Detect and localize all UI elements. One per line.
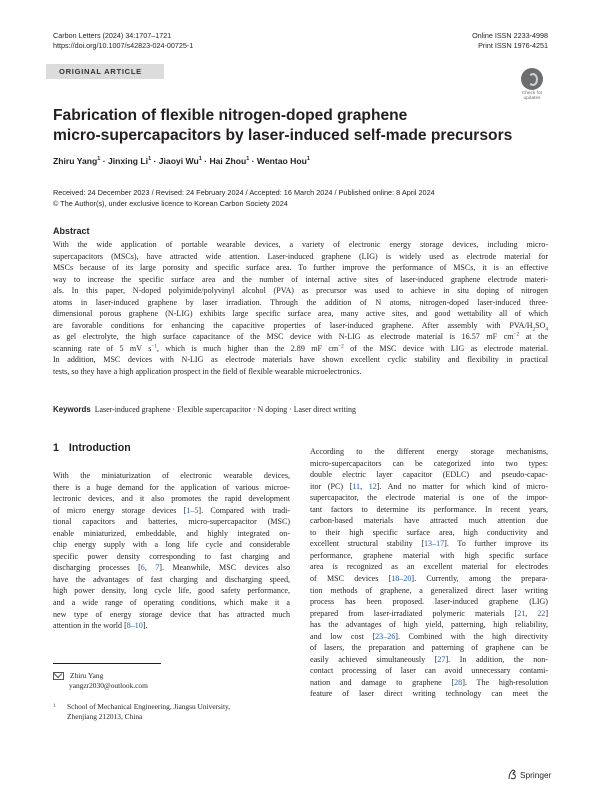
check-updates-icon bbox=[521, 68, 543, 90]
body-text: ]. To further improve its bbox=[444, 539, 548, 549]
body-text: micro-supercapacitors can be categorized into two types: bbox=[310, 458, 548, 468]
author-name[interactable]: Jinxing Li bbox=[107, 156, 149, 166]
author-name[interactable]: Wentao Hou bbox=[256, 156, 307, 166]
body-line bbox=[310, 550, 548, 562]
body-text: With the miniaturization of electronic wearable devices, bbox=[53, 471, 290, 480]
citation-link[interactable]: 27 bbox=[437, 654, 446, 664]
citation-link[interactable]: 21 bbox=[517, 608, 526, 618]
print-issn: Print ISSN 1976-4251 bbox=[478, 41, 548, 50]
body-text: has the advantages of high yield, patterning, high reliability, bbox=[310, 620, 548, 630]
keywords-text: Laser-induced graphene · Flexible supercapacitor · N doping · Laser direct writing bbox=[94, 405, 356, 414]
corresponding-author-name: Zhiru Yang bbox=[70, 671, 104, 680]
citation-link[interactable]: 23–26 bbox=[375, 631, 396, 641]
body-text: , bbox=[144, 563, 156, 573]
body-line bbox=[310, 446, 548, 458]
citation-link[interactable]: 13–17 bbox=[424, 539, 445, 549]
body-text: new type of energy storage device that has attracted much bbox=[53, 609, 290, 619]
body-line bbox=[310, 654, 548, 666]
author-affiliation-mark: 1 bbox=[198, 156, 202, 163]
section-number: 1 bbox=[53, 442, 59, 454]
abstract-line: als. In this paper, N-doped polyimide/polyvinyl alcohol (PVA) as precursor was used to achieve in situ doping of nitrogen bbox=[53, 286, 548, 296]
body-text: According to the different energy storage mechanisms, bbox=[310, 447, 548, 456]
body-text: have the advantages of fast charging and discharging speed, bbox=[53, 574, 290, 584]
footnote-divider bbox=[53, 663, 161, 664]
history-dates: Received: 24 December 2023 / Revised: 24 February 2024 / Accepted: 16 March 2024 / Published online: 8 April 2024 bbox=[53, 188, 435, 197]
check-for-updates-badge[interactable] bbox=[515, 68, 549, 100]
body-text: of lasers, the preparation and patterning of graphene can be bbox=[310, 643, 548, 653]
body-line bbox=[310, 573, 548, 585]
body-line bbox=[53, 609, 290, 621]
abstract-body bbox=[53, 239, 548, 378]
abstract-text: scanning rate of 5 mV s bbox=[53, 343, 152, 353]
body-line bbox=[53, 551, 290, 563]
abstract-text: at the bbox=[519, 332, 548, 342]
title-line: Fabrication of flexible nitrogen-doped graphene bbox=[53, 107, 408, 124]
body-line bbox=[310, 481, 548, 493]
author-affiliation-mark: 1 bbox=[306, 156, 310, 163]
corresponding-author bbox=[53, 671, 148, 691]
author-separator: · bbox=[100, 156, 108, 166]
springer-horse-icon bbox=[507, 769, 517, 780]
superscript: −2 bbox=[513, 331, 520, 338]
body-text: to their high specific surface area, high conductivity and bbox=[310, 527, 548, 537]
body-text: ]. And no matter for which kind of micro- bbox=[376, 481, 548, 491]
corresponding-author-email[interactable]: yangzr2030@outlook.com bbox=[69, 680, 148, 690]
citation-link[interactable]: 12 bbox=[368, 481, 377, 491]
body-text: tional capacitors and batteries, micro-supercapacitor (MSC) bbox=[53, 517, 290, 527]
body-line bbox=[310, 515, 548, 527]
journal-info: Carbon Letters (2024) 34:1707–1721 bbox=[53, 31, 172, 40]
body-line bbox=[310, 619, 548, 631]
publication-dates bbox=[53, 187, 435, 209]
body-text: high power density, long cycle life, good safety performance, bbox=[53, 586, 290, 596]
abstract-heading: Abstract bbox=[53, 226, 90, 236]
affiliation-number: 1 bbox=[53, 703, 56, 709]
section-heading-introduction bbox=[53, 442, 131, 454]
body-text: tant factors to determine its performance. In recent years, bbox=[310, 504, 548, 514]
body-text: performance, graphene material with high specific surface bbox=[310, 550, 548, 560]
author-affiliation-mark: 1 bbox=[97, 156, 101, 163]
affiliation-line: School of Mechanical Engineering, Jiangsu University, bbox=[67, 702, 231, 711]
body-text: ]. Meanwhile, MSC devices also bbox=[159, 563, 291, 573]
body-text: ]. Compared with tradi- bbox=[198, 505, 291, 515]
body-line bbox=[53, 493, 290, 505]
author-name[interactable]: Hai Zhou bbox=[209, 156, 247, 166]
body-line bbox=[310, 561, 548, 573]
journal-citation bbox=[53, 31, 193, 51]
online-issn: Online ISSN 2233-4998 bbox=[472, 31, 548, 40]
citation-link[interactable]: 28 bbox=[454, 677, 463, 687]
body-line bbox=[53, 528, 290, 540]
body-text: and low cost [ bbox=[310, 631, 376, 641]
body-text: supercapacitor, the electrode material is one of the impor- bbox=[310, 493, 548, 503]
section-title: Introduction bbox=[68, 442, 131, 454]
citation-link[interactable]: 8–10 bbox=[126, 621, 143, 631]
superscript: −1 bbox=[151, 343, 157, 350]
body-text: itor (PC) [ bbox=[310, 481, 353, 491]
keywords bbox=[53, 405, 356, 414]
author-separator: · bbox=[201, 156, 210, 166]
abstract-text: SO bbox=[535, 320, 546, 330]
author-list bbox=[53, 156, 310, 166]
abstract-text: , which is much higher than the 2.89 mF cm bbox=[156, 343, 339, 353]
abstract-line: MSCs because of its large porosity and specific surface area. To further improve the performance of MSCs, it is an effective bbox=[53, 263, 548, 273]
abstract-line bbox=[53, 331, 548, 343]
check-updates-line1: Check for bbox=[521, 91, 543, 96]
subscript: 4 bbox=[545, 326, 548, 333]
body-column-right bbox=[310, 446, 548, 700]
body-line bbox=[310, 665, 548, 677]
citation-link[interactable]: 7 bbox=[155, 563, 160, 573]
body-text: ]. bbox=[142, 621, 148, 631]
envelope-icon bbox=[53, 672, 64, 680]
body-line bbox=[53, 539, 290, 551]
abstract-text: as gel electrolyte, the high surface capacitance of the MSC device with N-LIG as electrode material is 16.57 mF cm bbox=[53, 332, 514, 342]
body-text: carbon-based materials have attracted much attention due bbox=[310, 516, 548, 526]
body-text: chip energy supply with a long life cycle and considerable bbox=[53, 540, 290, 550]
abstract-text: are favorable conditions for enhancing the capacitive properties of laser-induced graphene. After assembly with PVA/H bbox=[53, 320, 533, 330]
body-text: ]. In addition, the non- bbox=[445, 654, 548, 664]
body-line bbox=[53, 585, 290, 597]
body-line bbox=[53, 482, 290, 494]
body-text: double electric layer capacitor (EDLC) and pseudo-capac- bbox=[310, 470, 548, 480]
citation-link[interactable]: 6 bbox=[140, 563, 145, 573]
article-type-badge bbox=[46, 64, 164, 79]
body-text: specific power density corresponding to fast charging and bbox=[53, 551, 290, 561]
superscript: −2 bbox=[338, 343, 344, 350]
abstract-line: With the wide application of portable wearable devices, a variety of electronic energy storage devices, including micro- bbox=[53, 240, 548, 249]
body-line bbox=[53, 505, 290, 517]
title-line: micro-supercapacitors by laser-induced self-made precursors bbox=[53, 126, 513, 144]
paper-title bbox=[53, 106, 513, 145]
subscript: 2 bbox=[532, 326, 536, 333]
citation-link[interactable]: 18–20 bbox=[391, 574, 412, 584]
body-line bbox=[53, 562, 290, 574]
body-text: , bbox=[360, 481, 369, 491]
publisher-name: Springer bbox=[520, 770, 552, 780]
citation-link[interactable]: 22 bbox=[537, 608, 546, 618]
abstract-line: tests, so they have a high application prospect in the field of flexible wearable microelectronics. bbox=[53, 367, 362, 377]
abstract-line: supercapacitors (MSCs), have attracted wide attention. Laser-induced graphene (LIG) is widely used as electrode material for bbox=[53, 251, 548, 261]
body-text: lectronic devices, and it also promotes the rapid development bbox=[53, 494, 290, 504]
body-line bbox=[53, 620, 290, 632]
body-line bbox=[310, 504, 548, 516]
body-line bbox=[310, 677, 548, 689]
author-affiliation-mark: 1 bbox=[148, 156, 152, 163]
body-line bbox=[310, 469, 548, 481]
body-text: of MSC devices [ bbox=[310, 574, 392, 584]
body-text: ]. The high-resolution bbox=[462, 677, 548, 687]
body-line bbox=[310, 608, 548, 620]
check-updates-line2: updates bbox=[523, 96, 541, 101]
abstract-line: way to increase the specific surface area and the number of internal active sites of laser-induced graphene electrode materi- bbox=[53, 274, 548, 284]
article-type-label: ORIGINAL ARTICLE bbox=[59, 67, 142, 76]
body-line bbox=[310, 527, 548, 539]
author-separator: · bbox=[151, 156, 159, 166]
author-name[interactable]: Jiaoyi Wu bbox=[158, 156, 199, 166]
publisher-logo bbox=[507, 769, 551, 780]
body-column-left bbox=[53, 470, 290, 632]
body-text: easily achieved simultaneously [ bbox=[310, 654, 438, 664]
body-line bbox=[310, 538, 548, 550]
doi-link[interactable]: https://doi.org/10.1007/s42823-024-00725-1 bbox=[53, 41, 194, 50]
body-text: ]. Combined with the high directivity bbox=[395, 631, 548, 641]
citation-link[interactable]: 11 bbox=[352, 481, 361, 491]
body-line bbox=[53, 516, 290, 528]
abstract-line: dimensional porous graphene (N-LIG) exhibits large specific surface area, many active sites, and good wettability all of which bbox=[53, 309, 548, 319]
body-text: enable miniaturized, embeddable, and highly integrated on- bbox=[53, 528, 290, 538]
affiliation-line: Zhenjiang 212013, China bbox=[67, 711, 143, 721]
body-text: of micro energy storage devices [ bbox=[53, 505, 187, 515]
body-text: , bbox=[525, 608, 538, 618]
author-name[interactable]: Zhiru Yang bbox=[53, 156, 98, 166]
citation-link[interactable]: 1–5 bbox=[186, 505, 199, 515]
affiliation bbox=[53, 702, 230, 722]
corresponding-author-line bbox=[53, 671, 148, 681]
abstract-line bbox=[53, 320, 548, 332]
body-line bbox=[310, 492, 548, 504]
body-text: and a wide range of operating conditions, which make it a bbox=[53, 598, 290, 608]
body-text: feature of laser direct writing technology can meet the bbox=[310, 689, 548, 699]
body-line bbox=[310, 631, 548, 643]
keywords-label: Keywords bbox=[53, 405, 91, 414]
body-text: attention in the world [ bbox=[53, 621, 127, 631]
body-line bbox=[53, 574, 290, 586]
body-line bbox=[310, 642, 548, 654]
body-line bbox=[310, 458, 548, 470]
abstract-text: of the MSC device with LIG as electrode material. bbox=[343, 343, 548, 353]
body-text: nation and damage to graphene [ bbox=[310, 677, 455, 687]
affiliation-text bbox=[53, 702, 230, 722]
body-line bbox=[310, 596, 548, 608]
body-text: ]. Currently, among the prepara- bbox=[411, 574, 548, 584]
body-text: ] bbox=[545, 608, 548, 618]
body-line bbox=[310, 585, 548, 597]
body-text: process has been proposed. laser-induced graphene (LIG) bbox=[310, 597, 548, 607]
body-text: excellent structural stability [ bbox=[310, 539, 425, 549]
abstract-line: In addition, MSC devices with N-LIG as electrode materials have shown excellent cyclic stability and flexibility in practical bbox=[53, 355, 548, 365]
body-text: prepared from laser-irradiated polymeric materials [ bbox=[310, 608, 518, 618]
copyright-notice: © The Author(s), under exclusive licence to Korean Carbon Society 2024 bbox=[53, 199, 288, 208]
author-separator: · bbox=[249, 156, 257, 166]
abstract-line bbox=[53, 343, 548, 355]
body-line bbox=[53, 470, 290, 482]
check-updates-text bbox=[515, 91, 549, 101]
abstract-line: atoms in laser-induced graphene by laser irradiation. Through the addition of N atoms, nitrogen-doped laser-induced three- bbox=[53, 297, 548, 307]
body-line bbox=[53, 597, 290, 609]
body-text: there is a huge demand for the application of various microe- bbox=[53, 482, 290, 492]
body-text: contact processing of laser can avoid unnecessary contami- bbox=[310, 666, 548, 676]
body-line bbox=[310, 688, 548, 700]
issn-info bbox=[472, 31, 548, 51]
author-affiliation-mark: 1 bbox=[246, 156, 250, 163]
body-text: discharging processes [ bbox=[53, 563, 141, 573]
body-text: area is recognized as an excellent material for electrodes bbox=[310, 562, 548, 572]
body-text: tion methods of graphene, a generalized direct laser writing bbox=[310, 585, 548, 595]
